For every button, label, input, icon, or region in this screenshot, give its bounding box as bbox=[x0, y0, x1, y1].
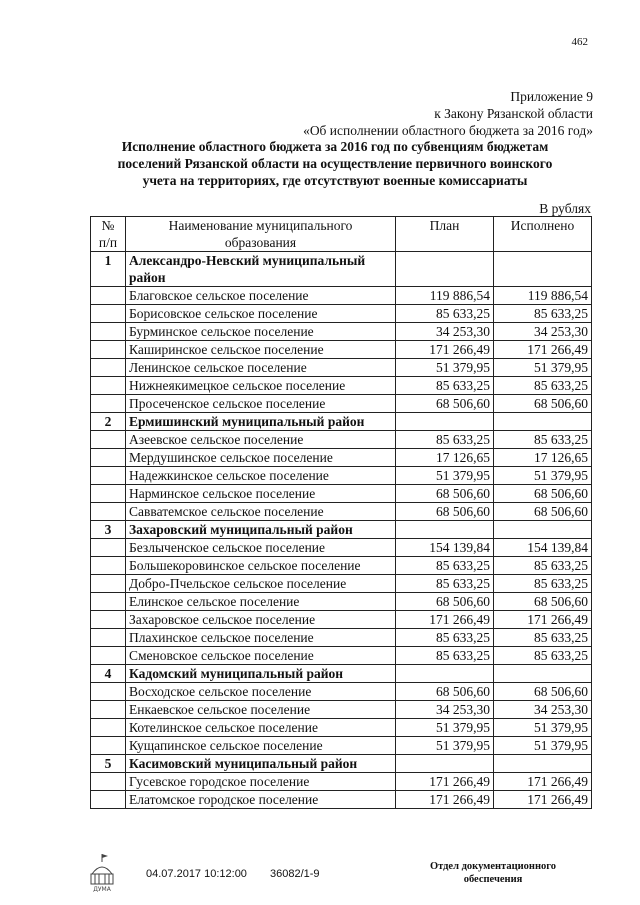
title-line-3: учета на территориях, где отсутствуют военные комиссариаты bbox=[142, 173, 528, 188]
footer-code: 36082/1-9 bbox=[270, 868, 320, 880]
table-row bbox=[91, 683, 592, 701]
unit-label: В рублях bbox=[539, 201, 591, 216]
row-name: Восходское сельское поселение bbox=[126, 683, 396, 701]
duma-emblem-icon bbox=[88, 852, 116, 892]
table-row bbox=[91, 395, 592, 413]
row-plan: 85 633,25 bbox=[396, 629, 494, 647]
row-done: 51 379,95 bbox=[494, 467, 592, 485]
row-number bbox=[91, 773, 126, 791]
row-number bbox=[91, 737, 126, 755]
document-title bbox=[90, 138, 580, 189]
row-number bbox=[91, 395, 126, 413]
row-name: Енкаевское сельское поселение bbox=[126, 701, 396, 719]
row-name: Каширинское сельское поселение bbox=[126, 341, 396, 359]
row-done bbox=[494, 521, 592, 539]
row-plan: 85 633,25 bbox=[396, 377, 494, 395]
table-row bbox=[91, 629, 592, 647]
footer-department bbox=[428, 860, 558, 886]
table-row bbox=[91, 593, 592, 611]
row-number bbox=[91, 503, 126, 521]
table-row bbox=[91, 287, 592, 305]
row-number bbox=[91, 359, 126, 377]
row-plan: 85 633,25 bbox=[396, 557, 494, 575]
table-row bbox=[91, 701, 592, 719]
table-row bbox=[91, 323, 592, 341]
row-name: Ленинское сельское поселение bbox=[126, 359, 396, 377]
row-done: 51 379,95 bbox=[494, 359, 592, 377]
row-name: Савватемское сельское поселение bbox=[126, 503, 396, 521]
appendix-line-2: к Закону Рязанской области bbox=[434, 106, 593, 121]
row-done: 85 633,25 bbox=[494, 629, 592, 647]
row-number bbox=[91, 539, 126, 557]
row-done: 68 506,60 bbox=[494, 593, 592, 611]
header-name bbox=[126, 217, 396, 252]
appendix-line-3: «Об исполнении областного бюджета за 2016 год» bbox=[303, 123, 593, 138]
row-done: 85 633,25 bbox=[494, 377, 592, 395]
row-plan bbox=[396, 755, 494, 773]
row-number bbox=[91, 485, 126, 503]
row-plan: 171 266,49 bbox=[396, 791, 494, 809]
row-number bbox=[91, 287, 126, 305]
table-row bbox=[91, 341, 592, 359]
table-row bbox=[91, 719, 592, 737]
row-number bbox=[91, 575, 126, 593]
row-done: 85 633,25 bbox=[494, 431, 592, 449]
row-done: 171 266,49 bbox=[494, 611, 592, 629]
row-plan: 34 253,30 bbox=[396, 323, 494, 341]
row-plan bbox=[396, 665, 494, 683]
row-name: Надежкинское сельское поселение bbox=[126, 467, 396, 485]
table-row bbox=[91, 467, 592, 485]
header-number bbox=[91, 217, 126, 252]
row-plan: 17 126,65 bbox=[396, 449, 494, 467]
header-name-line-2: образования bbox=[224, 235, 297, 250]
row-plan: 85 633,25 bbox=[396, 431, 494, 449]
row-number bbox=[91, 629, 126, 647]
row-name: Просеченское сельское поселение bbox=[126, 395, 396, 413]
row-name: Плахинское сельское поселение bbox=[126, 629, 396, 647]
title-line-1: Исполнение областного бюджета за 2016 год по субвенциям бюджетам bbox=[121, 139, 549, 154]
row-plan: 51 379,95 bbox=[396, 737, 494, 755]
table-row bbox=[91, 485, 592, 503]
row-name: Елатомское городское поселение bbox=[126, 791, 396, 809]
row-number bbox=[91, 683, 126, 701]
row-done: 68 506,60 bbox=[494, 683, 592, 701]
row-plan: 51 379,95 bbox=[396, 719, 494, 737]
district-row bbox=[91, 521, 592, 539]
row-name: Добро-Пчельское сельское поселение bbox=[126, 575, 396, 593]
row-plan: 68 506,60 bbox=[396, 683, 494, 701]
row-number bbox=[91, 611, 126, 629]
row-plan: 171 266,49 bbox=[396, 611, 494, 629]
row-plan: 68 506,60 bbox=[396, 593, 494, 611]
table-body bbox=[91, 252, 592, 809]
row-plan bbox=[396, 252, 494, 287]
row-name: Борисовское сельское поселение bbox=[126, 305, 396, 323]
row-done: 51 379,95 bbox=[494, 719, 592, 737]
table-row bbox=[91, 359, 592, 377]
row-number bbox=[91, 431, 126, 449]
row-done: 51 379,95 bbox=[494, 737, 592, 755]
footer-dept-line-2: обеспечения bbox=[463, 874, 523, 885]
footer-dept-line-1: Отдел документационного bbox=[429, 861, 557, 872]
row-number: 4 bbox=[91, 665, 126, 683]
row-plan: 51 379,95 bbox=[396, 359, 494, 377]
row-name: Мердушинское сельское поселение bbox=[126, 449, 396, 467]
row-done: 171 266,49 bbox=[494, 341, 592, 359]
row-name: Котелинское сельское поселение bbox=[126, 719, 396, 737]
table-row bbox=[91, 305, 592, 323]
table-row bbox=[91, 539, 592, 557]
row-done bbox=[494, 665, 592, 683]
header-plan: План bbox=[396, 217, 494, 252]
row-number bbox=[91, 719, 126, 737]
row-done: 34 253,30 bbox=[494, 701, 592, 719]
row-plan: 85 633,25 bbox=[396, 647, 494, 665]
row-done: 85 633,25 bbox=[494, 305, 592, 323]
row-number bbox=[91, 791, 126, 809]
row-number bbox=[91, 449, 126, 467]
table-row bbox=[91, 647, 592, 665]
table-row bbox=[91, 557, 592, 575]
row-plan: 85 633,25 bbox=[396, 305, 494, 323]
row-done: 119 886,54 bbox=[494, 287, 592, 305]
row-plan: 68 506,60 bbox=[396, 503, 494, 521]
page-number: 462 bbox=[571, 36, 588, 48]
district-row bbox=[91, 413, 592, 431]
row-done: 34 253,30 bbox=[494, 323, 592, 341]
row-name: Благовское сельское поселение bbox=[126, 287, 396, 305]
table-row bbox=[91, 737, 592, 755]
table-row bbox=[91, 503, 592, 521]
row-plan: 171 266,49 bbox=[396, 341, 494, 359]
row-done: 68 506,60 bbox=[494, 395, 592, 413]
row-done: 17 126,65 bbox=[494, 449, 592, 467]
table-row bbox=[91, 377, 592, 395]
appendix-note bbox=[303, 88, 593, 139]
row-done: 85 633,25 bbox=[494, 557, 592, 575]
row-number: 2 bbox=[91, 413, 126, 431]
row-name: Ермишинский муниципальный район bbox=[126, 413, 396, 431]
row-number bbox=[91, 701, 126, 719]
row-number bbox=[91, 323, 126, 341]
table-row bbox=[91, 431, 592, 449]
row-done: 85 633,25 bbox=[494, 647, 592, 665]
row-number: 1 bbox=[91, 252, 126, 287]
row-name: Александро-Невский муниципальный район bbox=[126, 252, 396, 287]
row-number bbox=[91, 593, 126, 611]
logo-caption: ДУМА bbox=[93, 886, 111, 892]
budget-table bbox=[90, 216, 592, 809]
row-name: Сменовское сельское поселение bbox=[126, 647, 396, 665]
row-name: Захаровское сельское поселение bbox=[126, 611, 396, 629]
table-row bbox=[91, 575, 592, 593]
row-plan: 85 633,25 bbox=[396, 575, 494, 593]
row-name: Гусевское городское поселение bbox=[126, 773, 396, 791]
row-plan: 68 506,60 bbox=[396, 485, 494, 503]
district-row bbox=[91, 252, 592, 287]
row-done: 171 266,49 bbox=[494, 791, 592, 809]
row-number bbox=[91, 341, 126, 359]
row-done bbox=[494, 252, 592, 287]
row-name: Кадомский муниципальный район bbox=[126, 665, 396, 683]
row-number bbox=[91, 467, 126, 485]
row-name: Кущапинское сельское поселение bbox=[126, 737, 396, 755]
table-header-row bbox=[91, 217, 592, 252]
row-number bbox=[91, 647, 126, 665]
header-number-line-2: п/п bbox=[98, 235, 118, 250]
district-row bbox=[91, 665, 592, 683]
row-name: Безлыченское сельское поселение bbox=[126, 539, 396, 557]
table-row bbox=[91, 791, 592, 809]
row-done bbox=[494, 413, 592, 431]
row-plan bbox=[396, 413, 494, 431]
row-done: 68 506,60 bbox=[494, 485, 592, 503]
row-number bbox=[91, 377, 126, 395]
row-name: Азеевское сельское поселение bbox=[126, 431, 396, 449]
row-number bbox=[91, 557, 126, 575]
row-done: 68 506,60 bbox=[494, 503, 592, 521]
table-row bbox=[91, 611, 592, 629]
row-name: Большекоровинское сельское поселение bbox=[126, 557, 396, 575]
row-done: 171 266,49 bbox=[494, 773, 592, 791]
row-plan: 34 253,30 bbox=[396, 701, 494, 719]
district-row bbox=[91, 755, 592, 773]
table-row bbox=[91, 449, 592, 467]
row-name: Нарминское сельское поселение bbox=[126, 485, 396, 503]
row-plan: 154 139,84 bbox=[396, 539, 494, 557]
row-plan: 119 886,54 bbox=[396, 287, 494, 305]
row-plan: 51 379,95 bbox=[396, 467, 494, 485]
header-name-line-1: Наименование муниципального bbox=[168, 218, 353, 233]
row-name: Бурминское сельское поселение bbox=[126, 323, 396, 341]
row-name: Нижнеякимецкое сельское поселение bbox=[126, 377, 396, 395]
row-number: 5 bbox=[91, 755, 126, 773]
row-number bbox=[91, 305, 126, 323]
appendix-line-1: Приложение 9 bbox=[510, 89, 593, 104]
row-name: Елинское сельское поселение bbox=[126, 593, 396, 611]
header-done: Исполнено bbox=[494, 217, 592, 252]
row-done bbox=[494, 755, 592, 773]
row-done: 85 633,25 bbox=[494, 575, 592, 593]
table-row bbox=[91, 773, 592, 791]
row-number: 3 bbox=[91, 521, 126, 539]
row-name: Касимовский муниципальный район bbox=[126, 755, 396, 773]
row-done: 154 139,84 bbox=[494, 539, 592, 557]
row-name: Захаровский муниципальный район bbox=[126, 521, 396, 539]
header-number-line-1: № bbox=[101, 218, 115, 233]
footer-datetime: 04.07.2017 10:12:00 bbox=[146, 868, 247, 880]
row-plan: 171 266,49 bbox=[396, 773, 494, 791]
title-line-2: поселений Рязанской области на осуществление первичного воинского bbox=[117, 156, 553, 171]
row-plan bbox=[396, 521, 494, 539]
row-plan: 68 506,60 bbox=[396, 395, 494, 413]
